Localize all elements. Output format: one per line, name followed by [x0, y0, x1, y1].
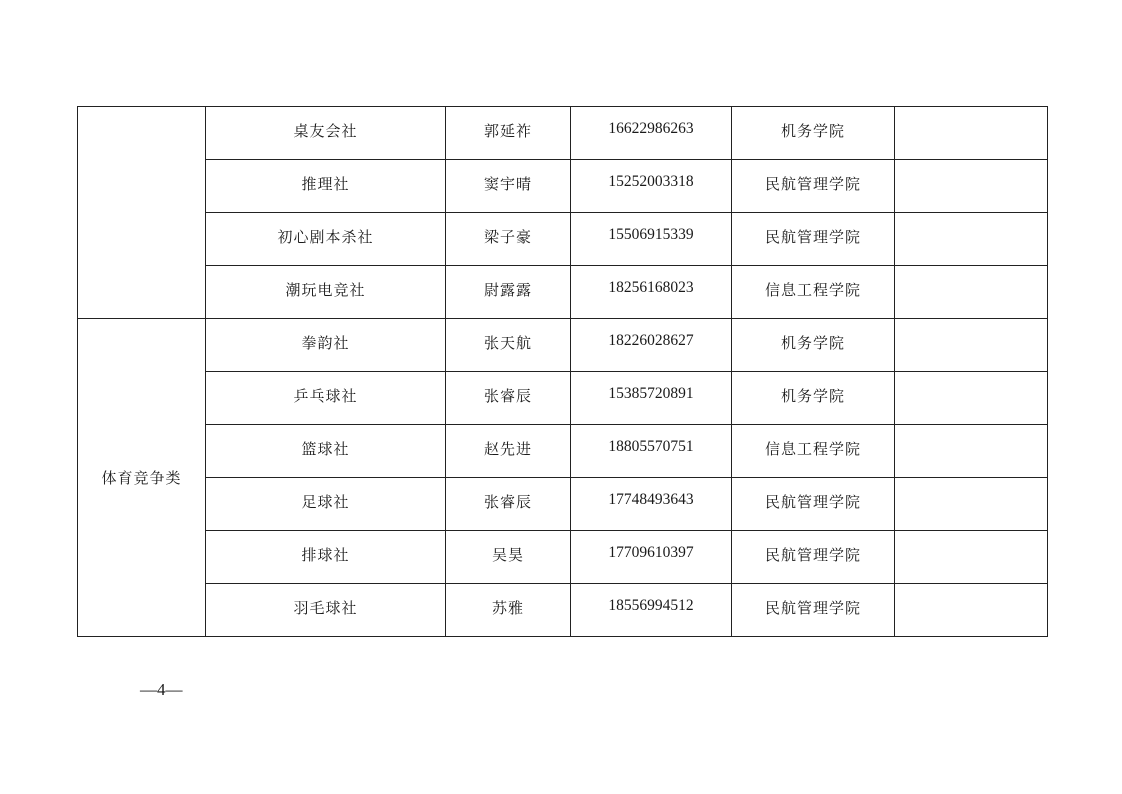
table-row [78, 266, 1048, 319]
college-name: 民航管理学院 [764, 599, 861, 617]
contact-cell [446, 107, 571, 160]
note-cell [895, 372, 1048, 425]
phone-number: 18556994512 [608, 597, 694, 614]
phone-cell [571, 266, 732, 319]
phone-cell [571, 478, 732, 531]
phone-number: 15506915339 [608, 226, 694, 243]
table-row [78, 372, 1048, 425]
note-cell [895, 425, 1048, 478]
table-row [78, 478, 1048, 531]
page-number: —4— [140, 680, 183, 699]
club-cell [206, 372, 446, 425]
contact-name: 张睿辰 [483, 387, 532, 405]
table-row [78, 425, 1048, 478]
college-cell [732, 372, 895, 425]
table-row [78, 107, 1048, 160]
table-row [78, 531, 1048, 584]
club-cell [206, 425, 446, 478]
college-cell [732, 478, 895, 531]
contact-cell [446, 584, 571, 637]
club-name: 篮球社 [301, 440, 350, 458]
note-cell [895, 531, 1048, 584]
college-cell [732, 107, 895, 160]
club-cell [206, 478, 446, 531]
contact-cell [446, 319, 571, 372]
note-cell [895, 584, 1048, 637]
note-cell [895, 107, 1048, 160]
contact-name: 郭延祚 [483, 122, 532, 140]
table-row [78, 213, 1048, 266]
phone-number: 17748493643 [608, 491, 694, 508]
college-name: 民航管理学院 [764, 546, 861, 564]
phone-number: 15385720891 [608, 385, 694, 402]
club-cell [206, 266, 446, 319]
category-label: 体育竞争类 [101, 469, 182, 487]
note-cell [895, 319, 1048, 372]
contact-cell [446, 213, 571, 266]
phone-number: 18805570751 [608, 438, 694, 455]
contact-name: 梁子豪 [483, 228, 532, 246]
club-roster-table [77, 106, 1048, 637]
contact-cell [446, 266, 571, 319]
contact-cell [446, 160, 571, 213]
phone-number: 16622986263 [608, 120, 694, 137]
contact-name: 尉露露 [483, 281, 532, 299]
phone-number: 18256168023 [608, 279, 694, 296]
club-name: 推理社 [301, 175, 350, 193]
college-cell [732, 425, 895, 478]
college-cell [732, 160, 895, 213]
club-name: 拳韵社 [301, 334, 350, 352]
college-name: 机务学院 [780, 122, 845, 140]
college-name: 信息工程学院 [764, 440, 861, 458]
table-row [78, 160, 1048, 213]
club-cell [206, 584, 446, 637]
college-name: 信息工程学院 [764, 281, 861, 299]
club-name: 乒乓球社 [293, 387, 358, 405]
phone-cell [571, 107, 732, 160]
contact-cell [446, 425, 571, 478]
club-cell [206, 213, 446, 266]
club-name: 足球社 [301, 493, 350, 511]
phone-cell [571, 319, 732, 372]
note-cell [895, 266, 1048, 319]
college-name: 民航管理学院 [764, 493, 861, 511]
contact-name: 吴昊 [491, 546, 524, 564]
club-name: 排球社 [301, 546, 350, 564]
college-name: 机务学院 [780, 387, 845, 405]
club-cell [206, 319, 446, 372]
table-row [78, 584, 1048, 637]
phone-cell [571, 531, 732, 584]
phone-cell [571, 584, 732, 637]
category-cell [78, 107, 206, 319]
phone-cell [571, 372, 732, 425]
note-cell [895, 213, 1048, 266]
contact-cell [446, 478, 571, 531]
contact-name: 苏雅 [491, 599, 524, 617]
contact-cell [446, 531, 571, 584]
phone-cell [571, 213, 732, 266]
college-name: 民航管理学院 [764, 228, 861, 246]
college-name: 民航管理学院 [764, 175, 861, 193]
table-row [78, 319, 1048, 372]
category-cell [78, 319, 206, 637]
contact-cell [446, 372, 571, 425]
club-name: 桌友会社 [293, 122, 358, 140]
contact-name: 张天航 [483, 334, 532, 352]
note-cell [895, 478, 1048, 531]
club-cell [206, 107, 446, 160]
college-cell [732, 531, 895, 584]
club-name: 羽毛球社 [293, 599, 358, 617]
college-cell [732, 213, 895, 266]
college-cell [732, 266, 895, 319]
club-name: 潮玩电竞社 [285, 281, 366, 299]
contact-name: 张睿辰 [483, 493, 532, 511]
college-cell [732, 319, 895, 372]
phone-cell [571, 160, 732, 213]
club-name: 初心剧本杀社 [277, 228, 374, 246]
college-cell [732, 584, 895, 637]
phone-number: 15252003318 [608, 173, 694, 190]
phone-cell [571, 425, 732, 478]
contact-name: 窦宇晴 [483, 175, 532, 193]
club-cell [206, 531, 446, 584]
note-cell [895, 160, 1048, 213]
phone-number: 17709610397 [608, 544, 694, 561]
club-cell [206, 160, 446, 213]
college-name: 机务学院 [780, 334, 845, 352]
contact-name: 赵先进 [483, 440, 532, 458]
phone-number: 18226028627 [608, 332, 694, 349]
